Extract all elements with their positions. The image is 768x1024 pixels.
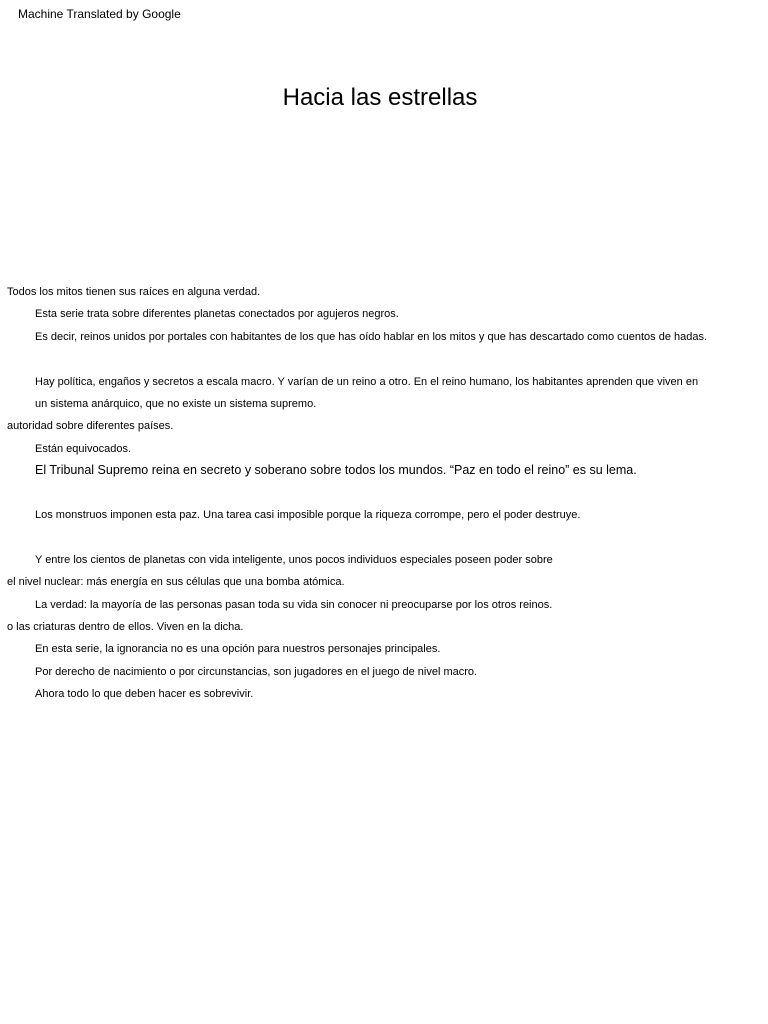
body-line: En esta serie, la ignorancia no es una opción para nuestros personajes principales. xyxy=(35,643,441,655)
body-line: un sistema anárquico, que no existe un sistema supremo. xyxy=(35,398,317,410)
body-line: La verdad: la mayoría de las personas pasan toda su vida sin conocer ni preocuparse por los otros reinos. xyxy=(35,599,553,611)
body-line: Están equivocados. xyxy=(35,443,132,455)
body-line: Esta serie trata sobre diferentes planetas conectados por agujeros negros. xyxy=(35,308,399,320)
body-line: Y entre los cientos de planetas con vida inteligente, unos pocos individuos especiales poseen poder sobre xyxy=(35,554,553,566)
body-line-motto: El Tribunal Supremo reina en secreto y soberano sobre todos los mundos. “Paz en todo el reino” es su lema. xyxy=(35,463,637,477)
machine-translation-note: Machine Translated by Google xyxy=(18,7,181,21)
body-line: Es decir, reinos unidos por portales con habitantes de los que has oído hablar en los mitos y que has descartado como cuentos de hadas. xyxy=(35,331,708,343)
body-line: autoridad sobre diferentes países. xyxy=(7,420,174,432)
body-line: Los monstruos imponen esta paz. Una tarea casi imposible porque la riqueza corrompe, pero el poder destruye. xyxy=(35,509,581,521)
body-line: el nivel nuclear: más energía en sus células que una bomba atómica. xyxy=(7,576,345,588)
body-line: Ahora todo lo que deben hacer es sobrevivir. xyxy=(35,688,254,700)
body-line: Por derecho de nacimiento o por circunstancias, son jugadores en el juego de nivel macro. xyxy=(35,666,478,678)
body-line: Hay política, engaños y secretos a escala macro. Y varían de un reino a otro. En el reino humano, los habitantes aprenden que viven en xyxy=(35,376,699,388)
document-title: Hacia las estrellas xyxy=(282,84,478,111)
body-line: Todos los mitos tienen sus raíces en alguna verdad. xyxy=(7,286,261,298)
body-line: o las criaturas dentro de ellos. Viven en la dicha. xyxy=(7,621,244,633)
